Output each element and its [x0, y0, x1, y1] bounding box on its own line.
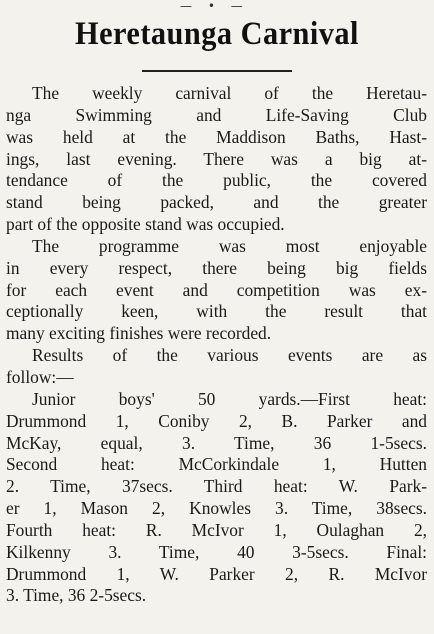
article-line: ings, last evening. There was a big at- — [6, 148, 427, 169]
article-line: McKay, equal, 3. Time, 36 1-5secs. — [6, 432, 427, 453]
article-line: Drummond 1, Coniby 2, B. Parker and — [6, 410, 427, 431]
article-line: Drummond 1, W. Parker 2, R. McIvor — [6, 563, 427, 584]
article-line: The programme was most enjoyable — [32, 235, 427, 256]
article-body — [6, 83, 427, 607]
article-line: Second heat: McCorkindale 1, Hutten — [6, 454, 427, 475]
article-line: follow:— — [6, 366, 74, 387]
article-line: for each event and competition was ex- — [6, 279, 427, 300]
article-line: Fourth heat: R. McIvor 1, Oulaghan 2, — [6, 519, 427, 540]
article-line: tendance of the public, the covered — [6, 170, 427, 191]
article-line: Results of the various events are as — [32, 345, 427, 366]
article-line: stand being packed, and the greater — [6, 192, 427, 213]
article-line: Kilkenny 3. Time, 40 3-5secs. Final: — [6, 541, 427, 562]
article-line: 2. Time, 37secs. Third heat: W. Park- — [6, 476, 427, 497]
top-ornament — [0, 0, 434, 14]
article-line: ceptionally keen, with the result that — [6, 301, 427, 322]
article-line: in every respect, there being big fields — [6, 257, 427, 278]
article-line: The weekly carnival of the Heretau- — [32, 83, 427, 103]
article-line: many exciting finishes were recorded. — [6, 323, 272, 344]
article-line: nga Swimming and Life-Saving Club — [6, 104, 427, 125]
headline: Heretaunga Carnival — [75, 16, 359, 52]
headline-divider — [142, 70, 292, 72]
top-ornament-marks: — • — — [180, 0, 249, 13]
article-line: part of the opposite stand was occupied. — [6, 214, 285, 235]
article-line: 3. Time, 36 2-5secs. — [6, 585, 147, 606]
article-line: er 1, Mason 2, Knowles 3. Time, 38secs. — [6, 498, 427, 519]
article-line: Junior boys' 50 yards.—First heat: — [32, 388, 427, 409]
article-line: was held at the Maddison Baths, Hast- — [6, 126, 427, 147]
